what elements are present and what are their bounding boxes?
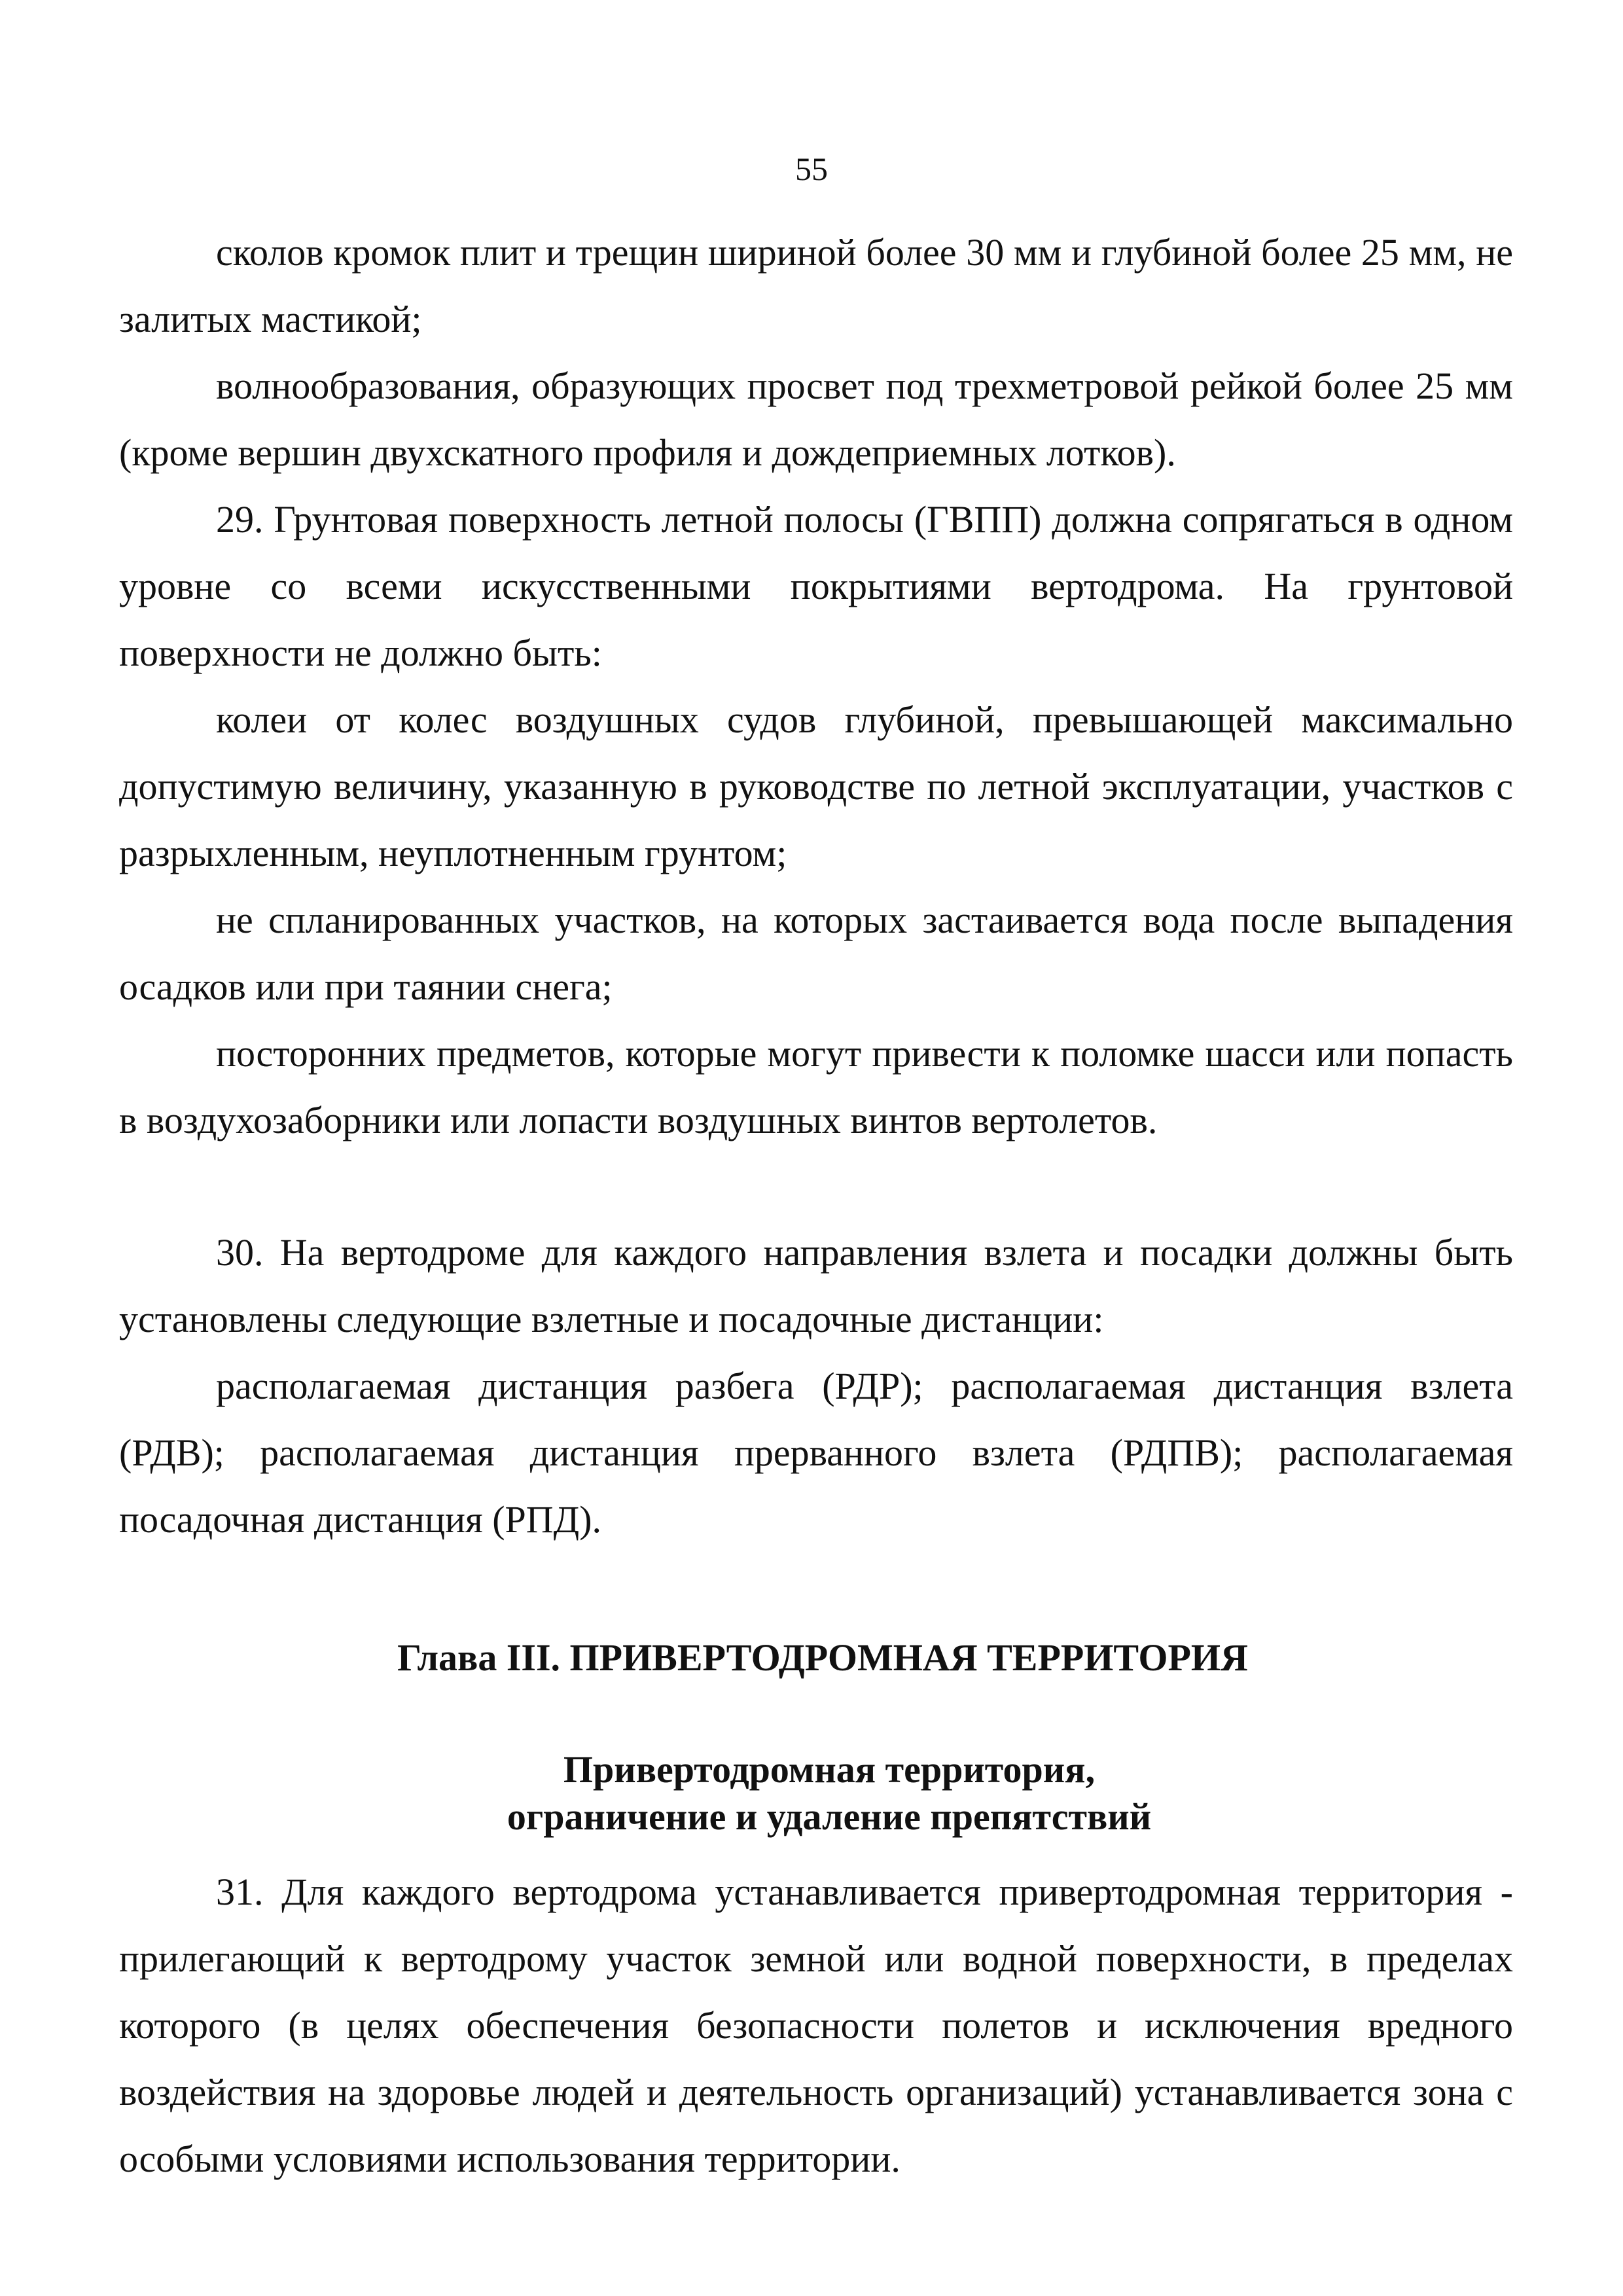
page-number: 55 (795, 151, 828, 187)
paragraph-item-31: 31. Для каждого вертодрома устанавливается привертодромная территория - прилегающий к вертодрому участок земной или водной поверхности, в пределах которого (в целях обеспечения безопасности полетов и исключения вредного воздействия на здоровье людей и деятельность организаций) устанавливается зона с особыми условиями использования территории. (119, 1871, 1513, 2180)
paragraph-item-29: 29. Грунтовая поверхность летной полосы (ГВПП) должна сопрягаться в одном уровне со всеми искусственными покрытиями вертодрома. На грунтовой поверхности не должно быть: (119, 498, 1513, 674)
spacer (119, 1553, 1513, 1632)
paragraph-chips: сколов кромок плит и трещин шириной более 30 мм и глубиной более 25 мм, не залитых мастикой; (119, 231, 1513, 340)
paragraph-foreign-objects: посторонних предметов, которые могут привести к поломке шасси или попасть в воздухозаборники или лопасти воздушных винтов вертолетов. (119, 1032, 1513, 1141)
chapter-title: Глава III. ПРИВЕРТОДРОМНАЯ ТЕРРИТОРИЯ (397, 1636, 1248, 1679)
spacer (119, 1840, 1513, 1859)
paragraph-item-30: 30. На вертодроме для каждого направления взлета и посадки должны быть установлены следующие взлетные и посадочные дистанции: (119, 1231, 1513, 1340)
page-content (119, 219, 1513, 2193)
paragraph-ruts: колеи от колес воздушных судов глубиной, превышающей максимально допустимую величину, указанную в руководстве по летной эксплуатации, участков с разрыхленным, неуплотненным грунтом; (119, 698, 1513, 874)
paragraph-unplanned-areas: не спланированных участков, на которых застаивается вода после выпадения осадков или при таянии снега; (119, 899, 1513, 1008)
spacer (119, 1154, 1513, 1219)
section-title-line-1: Привертодромная территория, (563, 1748, 1096, 1791)
spacer (119, 1684, 1513, 1746)
section-title (119, 1746, 1513, 1840)
paragraph-waves: волнообразования, образующих просвет под трехметровой рейкой более 25 мм (кроме вершин двухскатного профиля и дождеприемных лотков). (119, 365, 1513, 474)
section-title-line-2: ограничение и удаление препятствий (507, 1795, 1152, 1838)
paragraph-distances: располагаемая дистанция разбега (РДР); располагаемая дистанция взлета (РДВ); располагаемая дистанция прерванного взлета (РДПВ); располагаемая посадочная дистанция (РПД). (119, 1365, 1513, 1541)
